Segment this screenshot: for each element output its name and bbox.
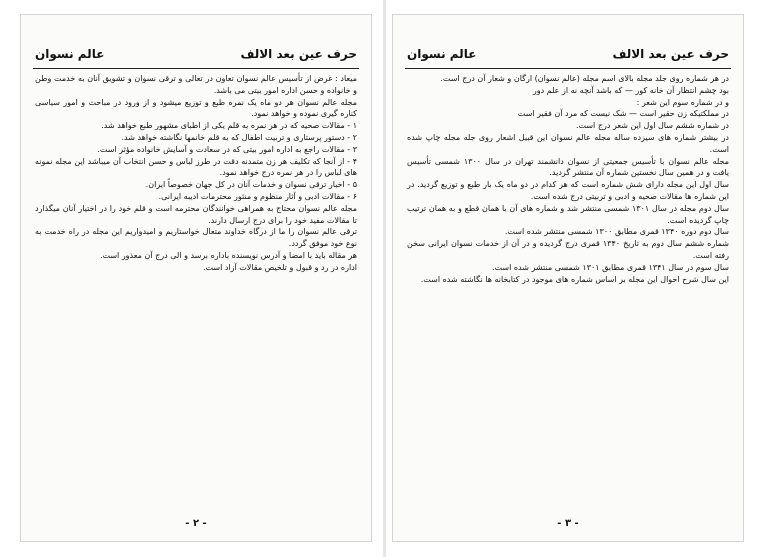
page-number: - ۳ -: [557, 518, 579, 529]
paragraph: و در شماره سوم این شعر :: [636, 97, 729, 107]
paragraph: مجله عالم نسوان با تأسیس جمعیتی از نسوان دانشمند تهران در سال ۱۳۰۰ شمسی تأسیس یافت و در همین سال نخستین شماره آن منتشر گردید.: [407, 156, 729, 178]
paragraph: در بیشتر شماره های سیزده ساله مجله عالم نسوان این قبیل اشعار روی جله مجله چاپ شده است.: [407, 132, 729, 154]
paragraph: شماره ششم سال دوم به تاریخ ۱۳۴۰ قمری درج گردیده و در آن از خدمات نسوان ایرانی سخن رفته است.: [407, 239, 729, 260]
paragraph: هر مقاله باید با امضا و آدرس نویسنده باداره برسد و الی درج آن معذور است.: [99, 250, 357, 260]
running-header: [407, 47, 729, 65]
paragraph: در مملکتیکه زن حقیر است — شک نیست که مرد آن فقیر است: [517, 109, 729, 119]
page-body: [35, 73, 357, 507]
header-journal-title: عالم نسوان: [407, 47, 477, 61]
paragraph: بود چشم انتظار آن خانه کور — که باشد آنچه نه از علم دور: [532, 85, 729, 95]
paragraph: اداره در رد و قبول و تلخیص مقالات آزاد است.: [202, 262, 357, 272]
paragraph: ۲ - دستور پرستاری و تربیت اطفال که به قلم خانمها نگاشته خواهد شد.: [121, 132, 357, 142]
header-journal-title: عالم نسوان: [35, 47, 105, 61]
paragraph: مجله عالم نسوان هر دو ماه یک نمره طبع و توزیع میشود و از ورود در مباحث و امور سیاسی کناره گیری نموده و خواهد نمود.: [35, 97, 357, 119]
paragraph: ۵ - اخبار ترقی نسوان و خدمات آنان در کل جهان خصوصاً ایران.: [145, 180, 357, 190]
paragraph: سال دوم مجله در سال ۱۳۰۱ شمسی منتشر شد و شماره های آن با همان قطع و به همان ترتیب چاپ گردیده است.: [407, 203, 729, 225]
paragraph: ترقی عالم نسوان را ما از درگاه خداوند متعال خواستاریم و امیدواریم این مجله در راه خدمت به نوع خود موفق گردد.: [35, 227, 357, 249]
header-section-title: حرف عین بعد الالف: [612, 47, 729, 61]
paragraph: سال سوم در سال ۱۳۴۱ قمری مطابق ۱۳۰۱ شمسی منتشر شده است.: [492, 262, 729, 272]
running-header: [35, 47, 357, 65]
header-section-title: حرف عین بعد الالف: [240, 47, 357, 61]
header-rule: [33, 68, 359, 69]
page-number: - ۲ -: [185, 518, 207, 529]
paragraph: ۳ - مقالات راجع به اداره امور بیتی که در سعادت و آسایش خانواده مؤثر است.: [97, 144, 357, 154]
paragraph: سال دوم دوره ۱۳۴۰ قمری مطابق ۱۳۰۰ شمسی منتشر شده است.: [504, 227, 729, 237]
header-rule: [405, 68, 731, 69]
paragraph: این سال شرح احوال این مجله بر اساس شماره های موجود در کتابخانه ها نگاشته شده است.: [420, 274, 729, 284]
page-right: [392, 14, 744, 542]
paragraph: در شماره ششم سال اول این شعر درج است.: [575, 121, 729, 131]
page-left: [20, 14, 372, 542]
paragraph: در هر شماره روی جلد مجله بالای اسم مجله (عالم نسوان) ارگان و شعار آن درج است.: [440, 74, 729, 83]
paragraph: ۶ - مقالات ادبی و آثار منظوم و منثور محترمات ادیبه ایرانی.: [158, 191, 357, 201]
paragraph: ۴ - از آنجا که تکلیف هر زن متمدنه دقت در طرز لباس و حسن انتخاب آن میباشد این مجله نمونه های لباس را در هر نمره درج خواهد نمود.: [35, 156, 357, 178]
book-gutter: [383, 0, 386, 557]
paragraph: سال اول این مجله دارای شش شماره است که هر کدام در دو ماه یک بار طبع و توزیع گردید. در این شماره ها مقالات صحیه و ادبی و تربیتی درج شده است.: [407, 180, 729, 201]
paragraph: مجله عالم نسوان محتاج به همراهی خوانندگان محترمه است و قلم خود را در اختیار آنان میگذارد تا مقالات مفید خود را برای درج ارسال دارند.: [35, 203, 357, 225]
paragraph: میعاد : غرض از تأسیس عالم نسوان تعاون در تعالی و ترقی نسوان و تشویق آنان به خدمت وطن و خانواده و حسن اداره امور بیتی می باشد.: [35, 74, 357, 95]
page-body: [407, 73, 729, 507]
paragraph: ۱ - مقالات صحیه که در هر نمره به قلم یکی از اطبای مشهور طبع خواهد شد.: [101, 121, 357, 131]
